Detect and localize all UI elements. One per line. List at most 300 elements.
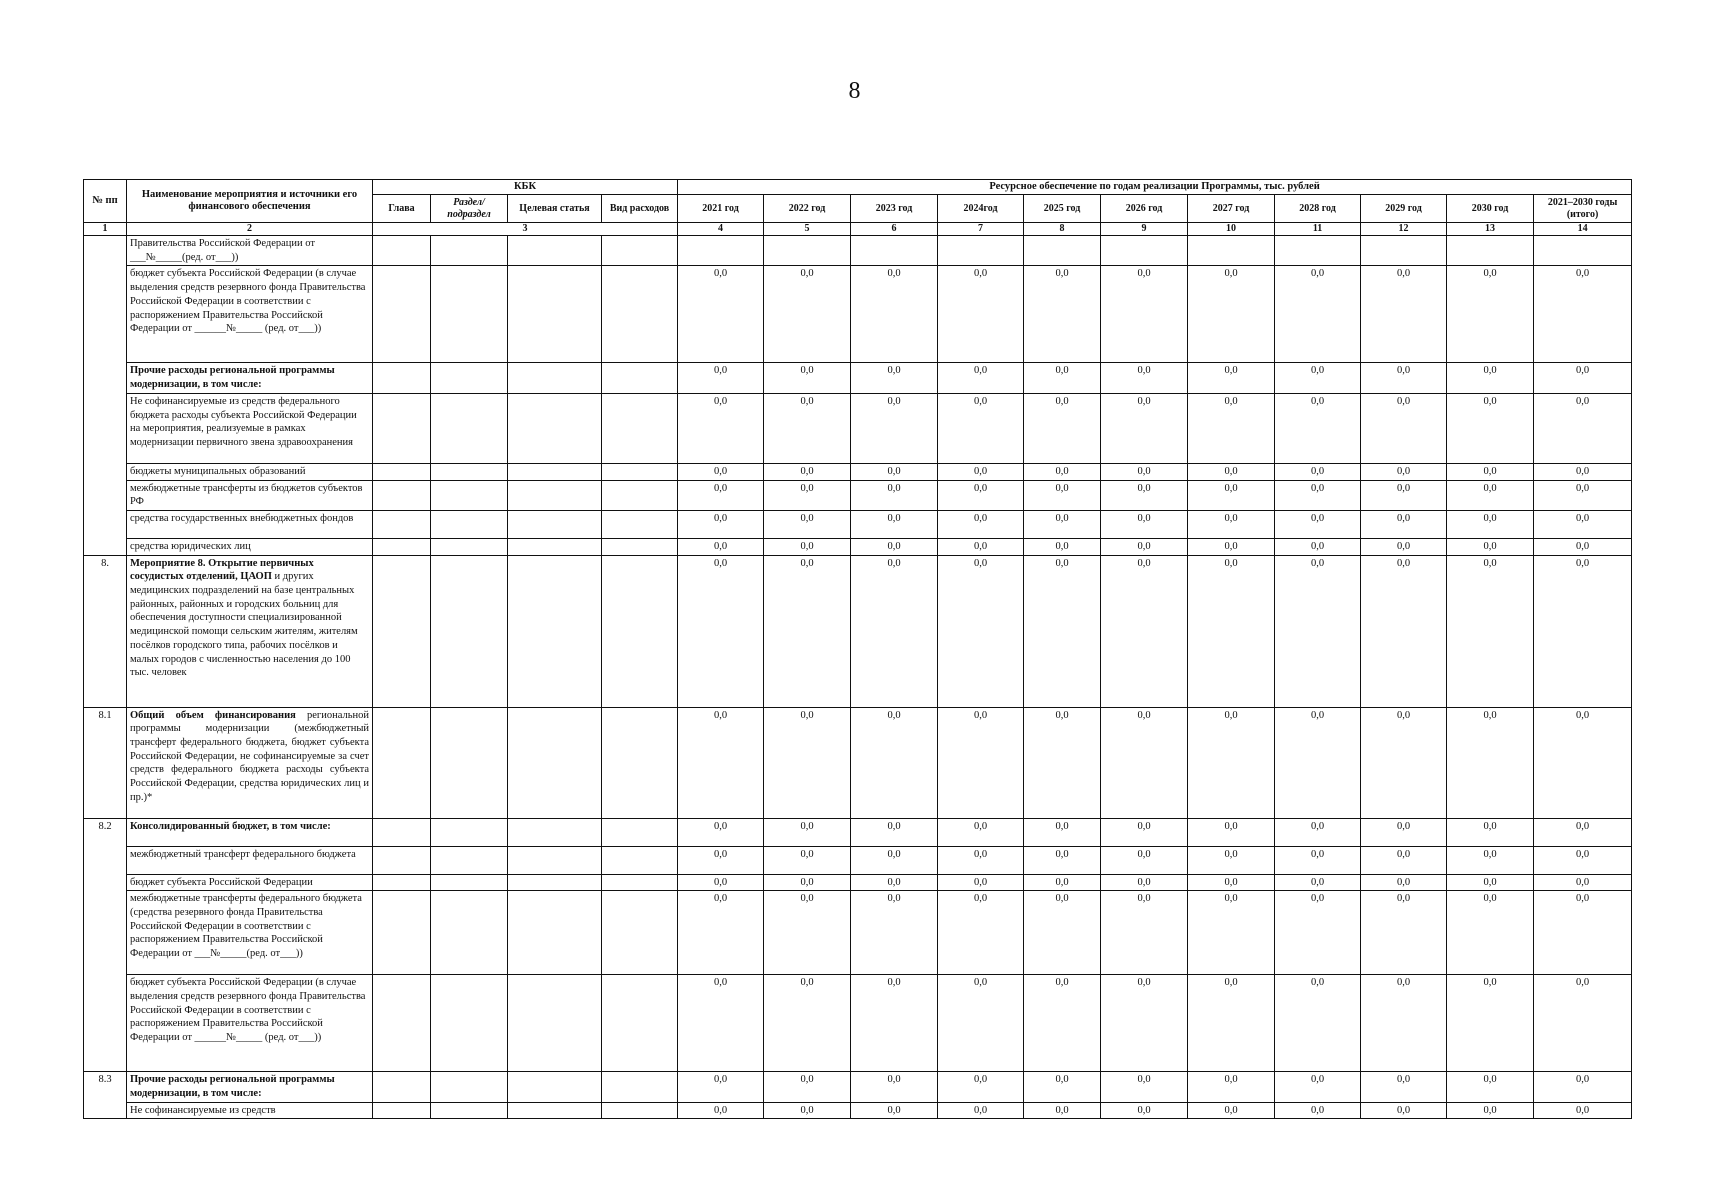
value-cell: 0,0 xyxy=(851,266,938,363)
value-cell: 0,0 xyxy=(938,874,1024,891)
kbk-cell xyxy=(602,975,678,1072)
kbk-cell xyxy=(602,555,678,707)
value-cell: 0,0 xyxy=(764,555,851,707)
value-cell: 0,0 xyxy=(1361,1102,1447,1119)
kbk-cell xyxy=(602,1072,678,1102)
value-cell xyxy=(851,236,938,266)
kbk-cell xyxy=(431,538,508,555)
kbk-cell xyxy=(602,266,678,363)
row-description: Не софинансируемые из средств xyxy=(127,1102,373,1119)
value-cell: 0,0 xyxy=(764,393,851,463)
table-row xyxy=(84,510,1632,538)
value-cell: 0,0 xyxy=(851,555,938,707)
table-row xyxy=(84,846,1632,874)
kbk-cell xyxy=(508,1072,602,1102)
column-number: 13 xyxy=(1447,223,1534,236)
value-cell: 0,0 xyxy=(1534,1072,1632,1102)
column-number: 3 xyxy=(373,223,678,236)
kbk-cell xyxy=(373,463,431,480)
value-cell: 0,0 xyxy=(1447,1072,1534,1102)
header-year-total: 2021–2030 годы (итого) xyxy=(1534,195,1632,223)
value-cell xyxy=(764,236,851,266)
kbk-cell xyxy=(373,1102,431,1119)
value-cell: 0,0 xyxy=(1447,874,1534,891)
value-cell: 0,0 xyxy=(1101,510,1188,538)
value-cell: 0,0 xyxy=(1534,818,1632,846)
kbk-cell xyxy=(508,236,602,266)
value-cell: 0,0 xyxy=(1188,480,1275,510)
value-cell: 0,0 xyxy=(851,363,938,393)
row-number: 8.2 xyxy=(84,818,127,1072)
value-cell: 0,0 xyxy=(938,818,1024,846)
value-cell: 0,0 xyxy=(1024,510,1101,538)
value-cell: 0,0 xyxy=(678,975,764,1072)
value-cell: 0,0 xyxy=(1275,538,1361,555)
value-cell: 0,0 xyxy=(1534,1102,1632,1119)
kbk-cell xyxy=(373,510,431,538)
kbk-cell xyxy=(431,236,508,266)
value-cell: 0,0 xyxy=(1275,363,1361,393)
value-cell: 0,0 xyxy=(1101,707,1188,818)
row-description: межбюджетный трансферт федерального бюджета xyxy=(127,846,373,874)
value-cell: 0,0 xyxy=(1024,363,1101,393)
row-description: средства государственных внебюджетных фондов xyxy=(127,510,373,538)
kbk-cell xyxy=(508,846,602,874)
row-description: межбюджетные трансферты из бюджетов субъектов РФ xyxy=(127,480,373,510)
row-description-bold: Общий объем финансирования xyxy=(130,709,296,721)
table-row xyxy=(84,393,1632,463)
value-cell: 0,0 xyxy=(1188,818,1275,846)
value-cell: 0,0 xyxy=(851,1102,938,1119)
value-cell: 0,0 xyxy=(938,891,1024,975)
kbk-cell xyxy=(373,818,431,846)
header-col-name: Наименование мероприятия и источники его финансового обеспечения xyxy=(127,180,373,223)
value-cell: 0,0 xyxy=(1188,538,1275,555)
kbk-cell xyxy=(431,874,508,891)
kbk-cell xyxy=(431,1102,508,1119)
value-cell: 0,0 xyxy=(1447,975,1534,1072)
kbk-cell xyxy=(508,266,602,363)
value-cell: 0,0 xyxy=(1024,818,1101,846)
value-cell: 0,0 xyxy=(1447,555,1534,707)
kbk-cell xyxy=(602,1102,678,1119)
value-cell: 0,0 xyxy=(1534,510,1632,538)
table-row xyxy=(84,818,1632,846)
value-cell: 0,0 xyxy=(1447,480,1534,510)
value-cell: 0,0 xyxy=(938,510,1024,538)
value-cell: 0,0 xyxy=(851,1072,938,1102)
value-cell: 0,0 xyxy=(764,891,851,975)
value-cell: 0,0 xyxy=(1275,393,1361,463)
value-cell: 0,0 xyxy=(1447,463,1534,480)
kbk-cell xyxy=(602,363,678,393)
kbk-cell xyxy=(431,363,508,393)
header-kbk-col: Целевая статья xyxy=(508,195,602,223)
value-cell: 0,0 xyxy=(1275,891,1361,975)
value-cell: 0,0 xyxy=(1534,874,1632,891)
value-cell: 0,0 xyxy=(1024,891,1101,975)
value-cell: 0,0 xyxy=(851,818,938,846)
value-cell xyxy=(1534,236,1632,266)
value-cell: 0,0 xyxy=(1361,463,1447,480)
column-number: 5 xyxy=(764,223,851,236)
table-header xyxy=(84,180,1632,236)
value-cell xyxy=(1101,236,1188,266)
value-cell: 0,0 xyxy=(1361,555,1447,707)
value-cell: 0,0 xyxy=(1534,975,1632,1072)
kbk-cell xyxy=(508,510,602,538)
kbk-cell xyxy=(373,393,431,463)
value-cell: 0,0 xyxy=(764,846,851,874)
value-cell: 0,0 xyxy=(678,891,764,975)
value-cell: 0,0 xyxy=(938,707,1024,818)
header-year: 2025 год xyxy=(1024,195,1101,223)
column-number: 4 xyxy=(678,223,764,236)
value-cell: 0,0 xyxy=(1275,1072,1361,1102)
value-cell: 0,0 xyxy=(1024,538,1101,555)
value-cell: 0,0 xyxy=(1101,363,1188,393)
header-year: 2024год xyxy=(938,195,1024,223)
header-year: 2028 год xyxy=(1275,195,1361,223)
value-cell: 0,0 xyxy=(1361,975,1447,1072)
value-cell: 0,0 xyxy=(1188,393,1275,463)
value-cell: 0,0 xyxy=(764,538,851,555)
value-cell: 0,0 xyxy=(764,363,851,393)
value-cell: 0,0 xyxy=(1275,1102,1361,1119)
value-cell: 0,0 xyxy=(764,818,851,846)
kbk-cell xyxy=(508,555,602,707)
value-cell: 0,0 xyxy=(1101,463,1188,480)
kbk-cell xyxy=(431,1072,508,1102)
value-cell: 0,0 xyxy=(1024,846,1101,874)
value-cell: 0,0 xyxy=(1188,707,1275,818)
kbk-cell xyxy=(431,393,508,463)
kbk-cell xyxy=(373,707,431,818)
table-row xyxy=(84,707,1632,818)
value-cell: 0,0 xyxy=(1447,538,1534,555)
table-row xyxy=(84,1072,1632,1102)
header-year: 2022 год xyxy=(764,195,851,223)
kbk-cell xyxy=(373,975,431,1072)
value-cell: 0,0 xyxy=(678,480,764,510)
kbk-cell xyxy=(508,818,602,846)
value-cell: 0,0 xyxy=(1101,538,1188,555)
row-description: бюджет субъекта Российской Федерации (в случае выделения средств резервного фонда Правительства Российской Федерации в соответствии с распоряжением Правительства Российской Федерации от ______№_____ (ред. от___)) xyxy=(127,266,373,363)
value-cell: 0,0 xyxy=(764,1102,851,1119)
column-number: 7 xyxy=(938,223,1024,236)
table-row xyxy=(84,874,1632,891)
header-resource: Ресурсное обеспечение по годам реализации Программы, тыс. рублей xyxy=(678,180,1632,195)
kbk-cell xyxy=(373,363,431,393)
value-cell: 0,0 xyxy=(1361,818,1447,846)
value-cell: 0,0 xyxy=(764,874,851,891)
value-cell: 0,0 xyxy=(1275,555,1361,707)
kbk-cell xyxy=(431,463,508,480)
value-cell: 0,0 xyxy=(1361,480,1447,510)
column-number: 10 xyxy=(1188,223,1275,236)
kbk-cell xyxy=(431,818,508,846)
table-row xyxy=(84,891,1632,975)
value-cell xyxy=(938,236,1024,266)
page-number: 8 xyxy=(848,78,861,104)
value-cell: 0,0 xyxy=(1024,480,1101,510)
value-cell: 0,0 xyxy=(938,846,1024,874)
value-cell: 0,0 xyxy=(764,1072,851,1102)
value-cell: 0,0 xyxy=(1188,555,1275,707)
value-cell: 0,0 xyxy=(1361,707,1447,818)
kbk-cell xyxy=(602,236,678,266)
value-cell: 0,0 xyxy=(1188,463,1275,480)
kbk-cell xyxy=(602,463,678,480)
value-cell: 0,0 xyxy=(851,874,938,891)
value-cell: 0,0 xyxy=(678,393,764,463)
value-cell: 0,0 xyxy=(1101,1072,1188,1102)
value-cell: 0,0 xyxy=(1024,463,1101,480)
kbk-cell xyxy=(431,846,508,874)
row-description: бюджет субъекта Российской Федерации xyxy=(127,874,373,891)
value-cell: 0,0 xyxy=(1361,363,1447,393)
value-cell: 0,0 xyxy=(1101,818,1188,846)
value-cell: 0,0 xyxy=(938,463,1024,480)
value-cell: 0,0 xyxy=(678,463,764,480)
value-cell: 0,0 xyxy=(851,463,938,480)
kbk-cell xyxy=(373,1072,431,1102)
value-cell: 0,0 xyxy=(1447,393,1534,463)
value-cell xyxy=(1275,236,1361,266)
value-cell: 0,0 xyxy=(938,266,1024,363)
value-cell: 0,0 xyxy=(1188,1072,1275,1102)
value-cell: 0,0 xyxy=(1024,1072,1101,1102)
kbk-cell xyxy=(508,393,602,463)
value-cell: 0,0 xyxy=(1275,480,1361,510)
kbk-cell xyxy=(431,707,508,818)
value-cell: 0,0 xyxy=(764,510,851,538)
kbk-cell xyxy=(373,891,431,975)
row-number: 8.1 xyxy=(84,707,127,818)
value-cell: 0,0 xyxy=(1361,1072,1447,1102)
value-cell: 0,0 xyxy=(851,975,938,1072)
table-row xyxy=(84,538,1632,555)
kbk-cell xyxy=(373,236,431,266)
value-cell: 0,0 xyxy=(764,975,851,1072)
kbk-cell xyxy=(602,538,678,555)
column-number: 9 xyxy=(1101,223,1188,236)
value-cell: 0,0 xyxy=(1361,393,1447,463)
value-cell: 0,0 xyxy=(678,538,764,555)
kbk-cell xyxy=(431,555,508,707)
header-col-no: № пп xyxy=(84,180,127,223)
header-year: 2027 год xyxy=(1188,195,1275,223)
row-number: 8.3 xyxy=(84,1072,127,1119)
value-cell: 0,0 xyxy=(678,1072,764,1102)
header-year: 2021 год xyxy=(678,195,764,223)
row-description: Консолидированный бюджет, в том числе: xyxy=(127,818,373,846)
value-cell: 0,0 xyxy=(1188,975,1275,1072)
value-cell: 0,0 xyxy=(1101,891,1188,975)
value-cell: 0,0 xyxy=(1024,707,1101,818)
value-cell: 0,0 xyxy=(1275,818,1361,846)
value-cell: 0,0 xyxy=(1447,363,1534,393)
value-cell xyxy=(1447,236,1534,266)
column-number: 11 xyxy=(1275,223,1361,236)
value-cell: 0,0 xyxy=(1447,1102,1534,1119)
kbk-cell xyxy=(373,266,431,363)
column-number: 14 xyxy=(1534,223,1632,236)
header-year: 2023 год xyxy=(851,195,938,223)
value-cell: 0,0 xyxy=(1534,846,1632,874)
row-description: межбюджетные трансферты федерального бюджета (средства резервного фонда Правительства Российской Федерации в соответствии с распоряжением Правительства Российской Федерации от ___№_____(ред. от___)) xyxy=(127,891,373,975)
value-cell: 0,0 xyxy=(938,555,1024,707)
value-cell: 0,0 xyxy=(1275,510,1361,538)
value-cell: 0,0 xyxy=(1188,510,1275,538)
column-number: 6 xyxy=(851,223,938,236)
kbk-cell xyxy=(508,707,602,818)
value-cell: 0,0 xyxy=(851,480,938,510)
value-cell: 0,0 xyxy=(678,363,764,393)
table-body xyxy=(84,236,1632,1119)
column-number: 8 xyxy=(1024,223,1101,236)
kbk-cell xyxy=(373,480,431,510)
value-cell: 0,0 xyxy=(1447,266,1534,363)
table-row xyxy=(84,463,1632,480)
kbk-cell xyxy=(508,538,602,555)
table-row xyxy=(84,975,1632,1072)
value-cell: 0,0 xyxy=(1188,846,1275,874)
kbk-cell xyxy=(431,891,508,975)
value-cell: 0,0 xyxy=(938,480,1024,510)
column-number-row xyxy=(84,223,1632,236)
value-cell: 0,0 xyxy=(1101,846,1188,874)
column-number: 1 xyxy=(84,223,127,236)
value-cell: 0,0 xyxy=(678,846,764,874)
table-row xyxy=(84,480,1632,510)
kbk-cell xyxy=(602,393,678,463)
value-cell: 0,0 xyxy=(1447,846,1534,874)
value-cell: 0,0 xyxy=(764,707,851,818)
value-cell: 0,0 xyxy=(938,393,1024,463)
value-cell: 0,0 xyxy=(1361,846,1447,874)
kbk-cell xyxy=(373,846,431,874)
kbk-cell xyxy=(508,874,602,891)
table-row xyxy=(84,1102,1632,1119)
header-kbk-col: Вид расходов xyxy=(602,195,678,223)
kbk-cell xyxy=(508,1102,602,1119)
value-cell: 0,0 xyxy=(1101,393,1188,463)
value-cell: 0,0 xyxy=(678,555,764,707)
kbk-cell xyxy=(602,818,678,846)
kbk-cell xyxy=(602,510,678,538)
value-cell: 0,0 xyxy=(1024,975,1101,1072)
value-cell xyxy=(1188,236,1275,266)
value-cell: 0,0 xyxy=(938,975,1024,1072)
value-cell: 0,0 xyxy=(1024,874,1101,891)
row-description-text: и других медицинских подразделений на базе центральных районных, районных и городских больниц для обеспечения доступности специализированной медицинской помощи сельским жителям, жителям посёлков городского типа, рабочих посёлков и малых городов с численностью населения до 100 тыс. человек xyxy=(130,571,358,679)
value-cell: 0,0 xyxy=(678,510,764,538)
value-cell xyxy=(678,236,764,266)
row-description xyxy=(127,707,373,818)
value-cell: 0,0 xyxy=(1534,538,1632,555)
value-cell: 0,0 xyxy=(1275,266,1361,363)
kbk-cell xyxy=(373,874,431,891)
value-cell: 0,0 xyxy=(851,846,938,874)
column-number: 12 xyxy=(1361,223,1447,236)
kbk-cell xyxy=(508,363,602,393)
header-year: 2030 год xyxy=(1447,195,1534,223)
value-cell: 0,0 xyxy=(1447,891,1534,975)
value-cell: 0,0 xyxy=(1447,510,1534,538)
value-cell: 0,0 xyxy=(764,266,851,363)
budget-table xyxy=(83,179,1632,1119)
value-cell: 0,0 xyxy=(1024,393,1101,463)
value-cell: 0,0 xyxy=(851,393,938,463)
row-description-bold: Мероприятие 8. Открытие первичных сосудистых отделений, ЦАОП xyxy=(130,557,314,583)
value-cell: 0,0 xyxy=(851,538,938,555)
kbk-cell xyxy=(373,555,431,707)
value-cell: 0,0 xyxy=(1361,891,1447,975)
value-cell: 0,0 xyxy=(1024,555,1101,707)
kbk-cell xyxy=(508,975,602,1072)
value-cell: 0,0 xyxy=(1188,266,1275,363)
value-cell: 0,0 xyxy=(1101,1102,1188,1119)
value-cell xyxy=(1361,236,1447,266)
value-cell: 0,0 xyxy=(1101,975,1188,1072)
kbk-cell xyxy=(431,266,508,363)
header-kbk: КБК xyxy=(373,180,678,195)
row-description-text: региональной программы модернизации (межбюджетный трансферт федерального бюджета, бюджет субъекта Российской Федерации, не софинансируемые за счет средств федерального бюджета расходы субъекта Российской Федерации, средства юридических лиц и пр.)* xyxy=(130,709,369,803)
row-description: Прочие расходы региональной программы модернизации, в том числе: xyxy=(127,363,373,393)
value-cell: 0,0 xyxy=(1275,463,1361,480)
value-cell: 0,0 xyxy=(1534,266,1632,363)
header-kbk-col: Раздел/ подраздел xyxy=(431,195,508,223)
value-cell: 0,0 xyxy=(1024,266,1101,363)
value-cell: 0,0 xyxy=(1534,891,1632,975)
value-cell: 0,0 xyxy=(1275,846,1361,874)
table-row xyxy=(84,363,1632,393)
value-cell: 0,0 xyxy=(678,266,764,363)
value-cell: 0,0 xyxy=(938,1102,1024,1119)
value-cell: 0,0 xyxy=(1534,393,1632,463)
value-cell: 0,0 xyxy=(851,510,938,538)
column-number: 2 xyxy=(127,223,373,236)
kbk-cell xyxy=(373,538,431,555)
value-cell: 0,0 xyxy=(678,1102,764,1119)
row-description: бюджет субъекта Российской Федерации (в случае выделения средств резервного фонда Правительства Российской Федерации в соответствии с распоряжением Правительства Российской Федерации от ______№_____ (ред. от___)) xyxy=(127,975,373,1072)
header-kbk-col: Глава xyxy=(373,195,431,223)
value-cell: 0,0 xyxy=(1534,480,1632,510)
value-cell: 0,0 xyxy=(938,538,1024,555)
row-description: Правительства Российской Федерации от ___№_____(ред. от___)) xyxy=(127,236,373,266)
value-cell: 0,0 xyxy=(1534,555,1632,707)
value-cell: 0,0 xyxy=(1361,538,1447,555)
kbk-cell xyxy=(431,480,508,510)
value-cell: 0,0 xyxy=(1101,480,1188,510)
value-cell: 0,0 xyxy=(678,874,764,891)
value-cell: 0,0 xyxy=(1275,707,1361,818)
value-cell: 0,0 xyxy=(1188,363,1275,393)
value-cell: 0,0 xyxy=(1534,707,1632,818)
kbk-cell xyxy=(602,846,678,874)
row-description: бюджеты муниципальных образований xyxy=(127,463,373,480)
value-cell: 0,0 xyxy=(678,707,764,818)
table-row xyxy=(84,236,1632,266)
header-year: 2029 год xyxy=(1361,195,1447,223)
value-cell: 0,0 xyxy=(938,1072,1024,1102)
value-cell: 0,0 xyxy=(678,818,764,846)
value-cell: 0,0 xyxy=(1188,874,1275,891)
kbk-cell xyxy=(602,707,678,818)
row-description: средства юридических лиц xyxy=(127,538,373,555)
value-cell: 0,0 xyxy=(1101,266,1188,363)
